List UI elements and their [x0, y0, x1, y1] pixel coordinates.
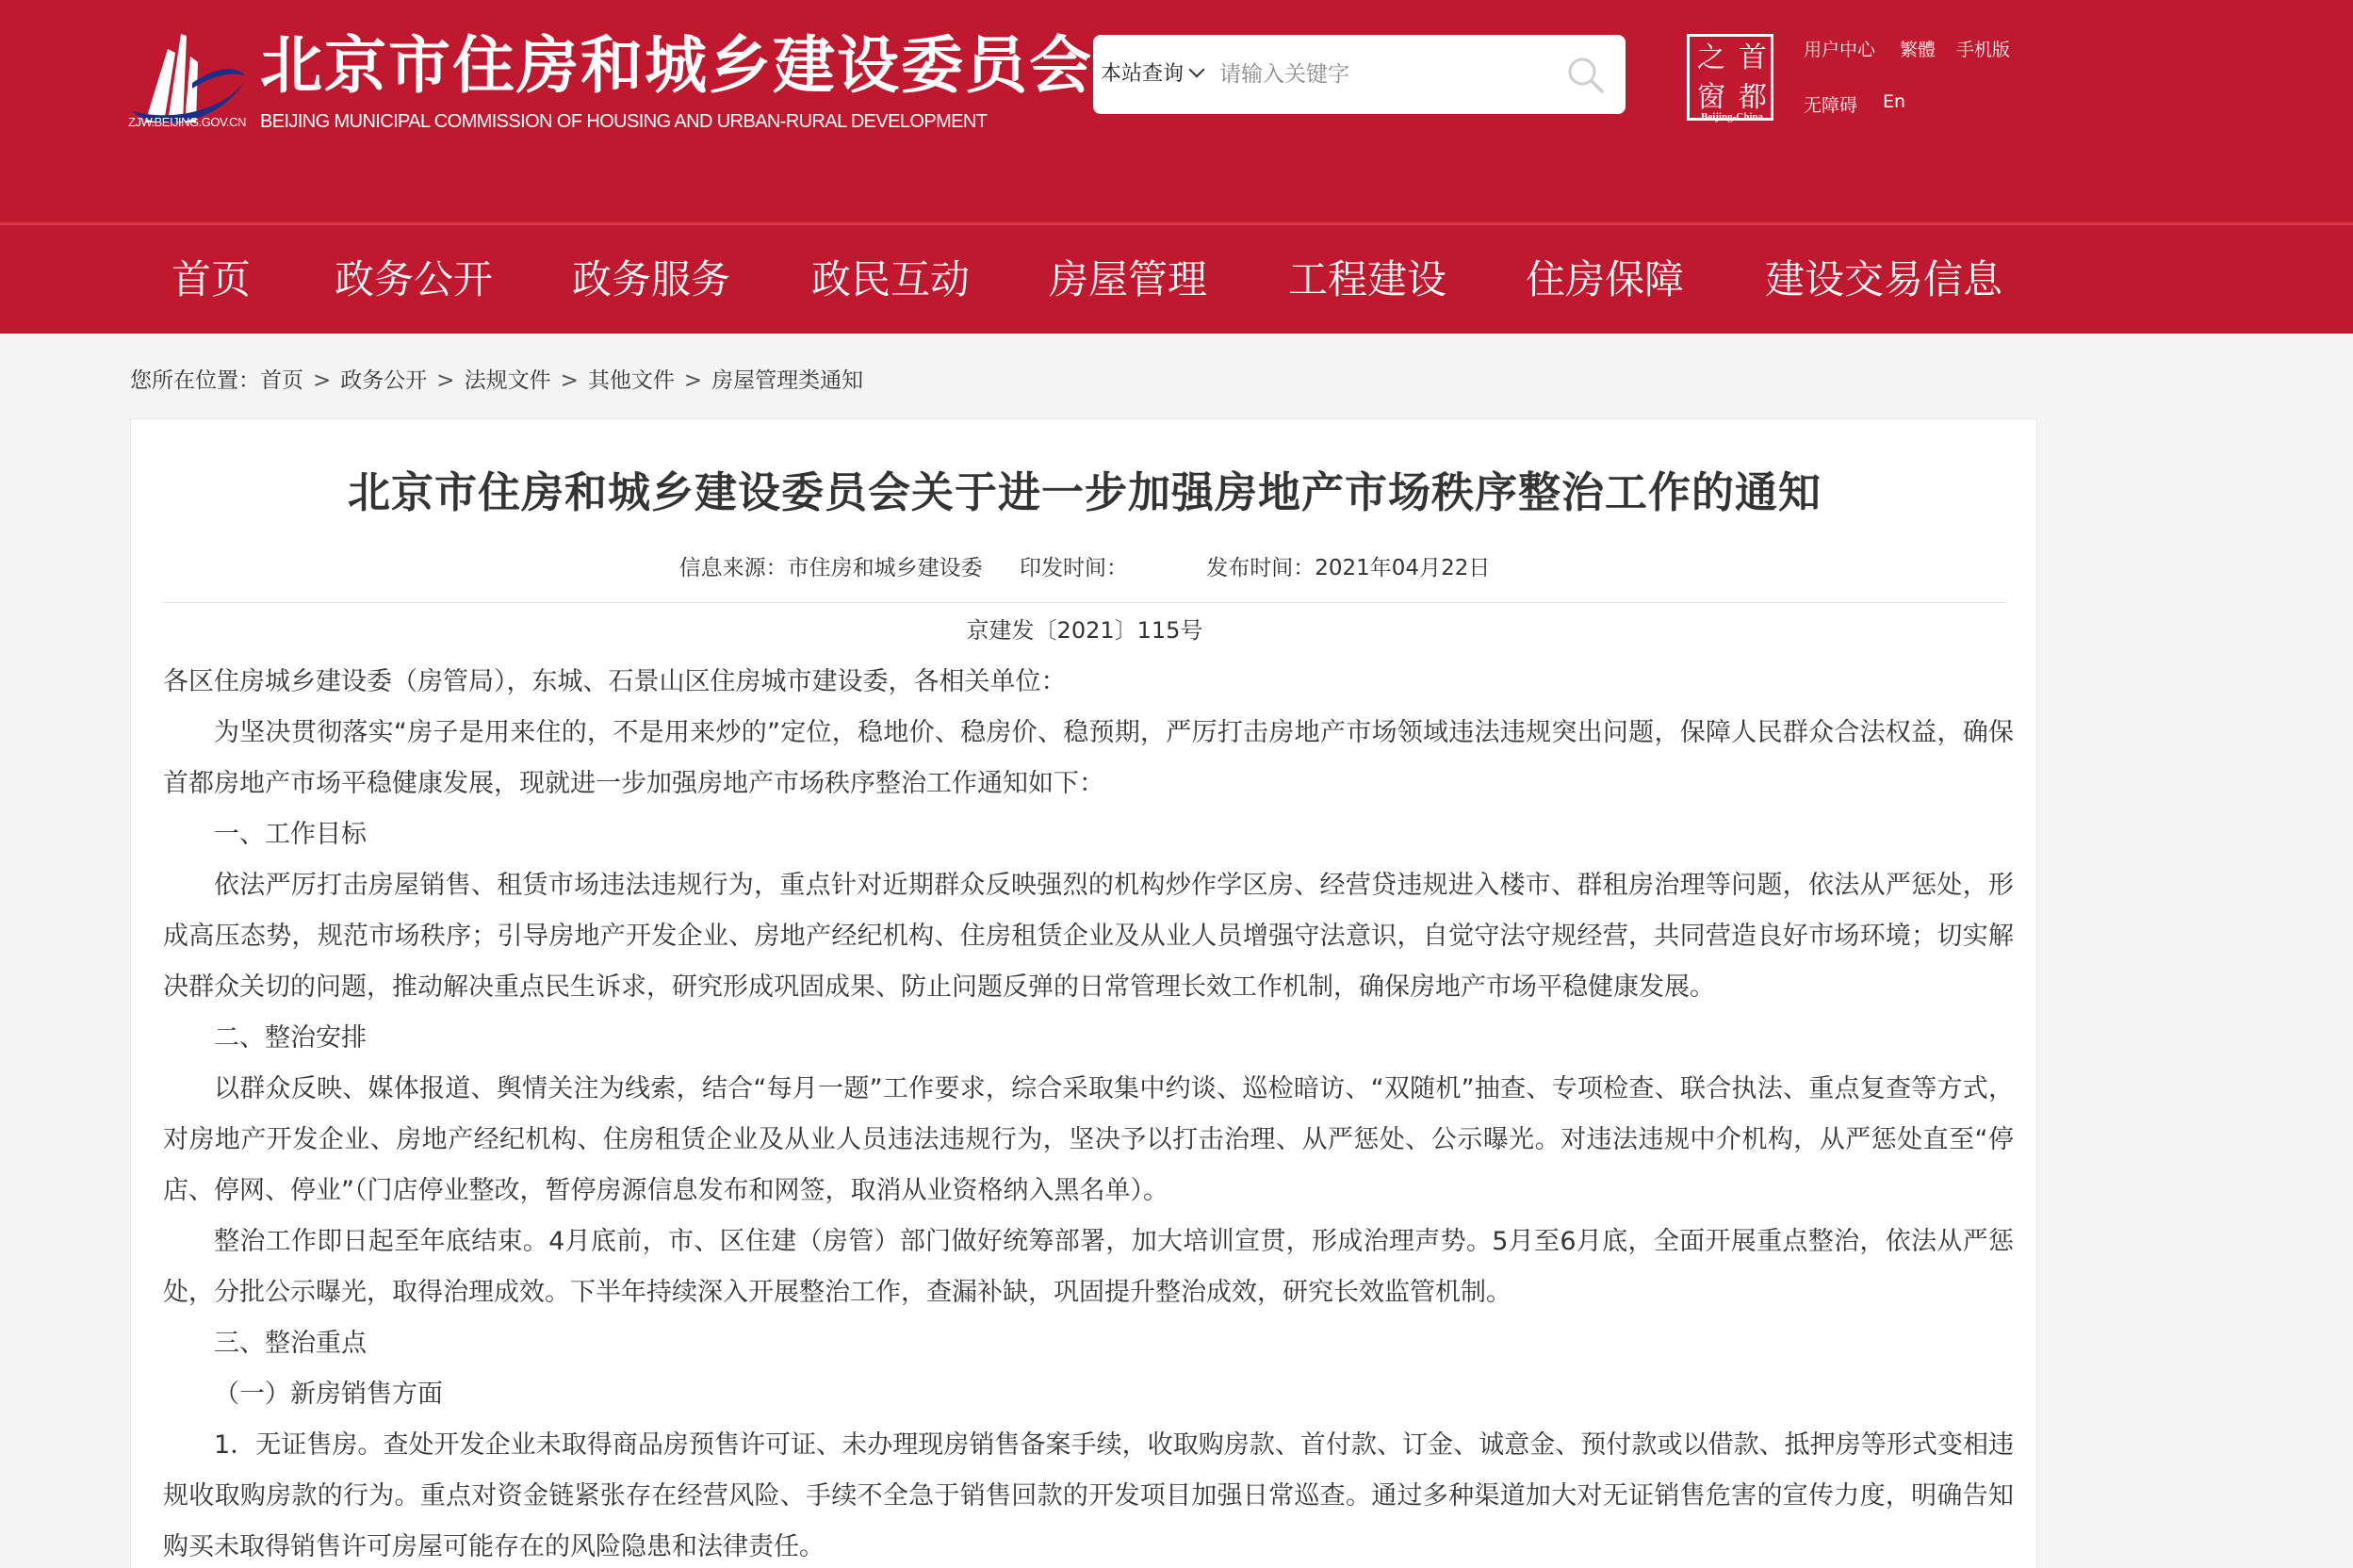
publish-time: 发布时间：2021年04月22日 [1206, 556, 1491, 580]
breadcrumb-item[interactable]: 房屋管理类通知 [711, 368, 864, 393]
search-scope-label: 本站查询 [1101, 62, 1185, 86]
breadcrumb [130, 364, 863, 398]
document-number: 京建发〔2021〕115号 [966, 617, 1203, 644]
site-title[interactable]: 北京市住房和城乡建设委员会 [260, 29, 1093, 102]
site-header [0, 0, 2353, 222]
meta-divider [163, 602, 2006, 603]
section-heading: 三、整治重点 [214, 1329, 367, 1358]
traditional-chinese-link[interactable]: 繁體 [1900, 40, 1936, 60]
search-button[interactable] [1562, 52, 1610, 99]
seal-char: 窗 [1697, 81, 1725, 114]
search-box [1093, 35, 1626, 114]
english-link[interactable]: En [1883, 91, 1906, 112]
breadcrumb-item[interactable]: 首页 [260, 368, 303, 393]
main-nav [0, 222, 2353, 334]
article-body [163, 657, 2014, 1568]
nav-item-housing-management[interactable]: 房屋管理 [1049, 256, 1208, 302]
breadcrumb-item[interactable]: 其他文件 [587, 368, 675, 393]
breadcrumb-prefix: 您所在位置： [130, 368, 260, 393]
logo-url-text: ZJW.BEIJING.GOV.CN [128, 115, 246, 129]
breadcrumb-separator: > [313, 368, 332, 393]
breadcrumb-separator: > [436, 368, 455, 393]
nav-item-government-services[interactable]: 政务服务 [572, 256, 731, 302]
seal-char: 之 [1697, 41, 1725, 74]
nav-item-trading-info[interactable]: 建设交易信息 [1765, 256, 2003, 302]
search-input[interactable] [1219, 54, 1549, 95]
search-icon [1562, 52, 1610, 99]
nav-item-government-affairs[interactable]: 政务公开 [335, 256, 494, 302]
article-title: 北京市住房和城乡建设委员会关于进一步加强房地产市场秩序整治工作的通知 [347, 467, 1822, 517]
paragraph: 1．无证售房。查处开发企业未取得商品房预售许可证、未办理现房销售备案手续，收取购房款、首付款、订金、诚意金、预付款或以借款、抵押房等形式变相违规收取购房款的行为。重点对资金链紧张存在经营风险、手续不全急于销售回款的开发项目加强日常巡查。通过多种渠道加大对无证销售危害的宣传力度，明确告知购买未取得销售许可房屋可能存在的风险隐患和法律责任。 [163, 1430, 2014, 1561]
search-scope-select[interactable] [1101, 35, 1202, 114]
nav-item-home[interactable]: 首页 [172, 256, 252, 302]
seal-char: 首 [1739, 41, 1767, 74]
chevron-down-icon [1189, 62, 1205, 78]
seal-char: 都 [1739, 81, 1767, 114]
nav-item-interaction[interactable]: 政民互动 [811, 256, 971, 302]
accessibility-link[interactable]: 无障碍 [1804, 95, 1858, 116]
paragraph: 整治工作即日起至年底结束。4月底前，市、区住建（房管）部门做好统筹部署，加大培训宣贯，形成治理声势。5月至6月底，全面开展重点整治，依法从严惩处，分批公示曝光，取得治理成效。下半年持续深入开展整治工作，查漏补缺，巩固提升整治成效，研究长效监管机制。 [163, 1227, 2014, 1307]
article-panel [130, 418, 2037, 1568]
article-meta [131, 551, 2038, 585]
breadcrumb-item[interactable]: 法规文件 [464, 368, 551, 393]
breadcrumb-item[interactable]: 政务公开 [340, 368, 428, 393]
paragraph: 为坚决贯彻落实“房子是用来住的，不是用来炒的”定位，稳地价、稳房价、稳预期，严厉打击房地产市场领域违法违规突出问题，保障人民群众合法权益，确保首都房地产市场平稳健康发展，现就进一步加强房地产市场秩序整治工作通知如下： [163, 718, 2014, 798]
mobile-version-link[interactable]: 手机版 [1956, 40, 2011, 60]
paragraph: 以群众反映、媒体报道、舆情关注为线索，结合“每月一题”工作要求，综合采取集中约谈、巡检暗访、“双随机”抽查、专项检查、联合执法、重点复查等方式，对房地产开发企业、房地产经纪机构、住房租赁企业及从业人员违法违规行为，坚决予以打击治理、从严惩处、公示曝光。对违法违规中介机构，从严惩处直至“停店、停网、停业”（门店停业整改，暂停房源信息发布和网签，取消从业资格纳入黑名单）。 [163, 1074, 2014, 1205]
paragraph: 依法严厉打击房屋销售、租赁市场违法违规行为，重点针对近期群众反映强烈的机构炒作学区房、经营贷违规进入楼市、群租房治理等问题，依法从严惩处，形成高压态势，规范市场秩序；引导房地产开发企业、房地产经纪机构、住房租赁企业及从业人员增强守法意识，自觉守法守规经营，共同营造良好市场环境；切实解决群众关切的问题，推动解决重点民生诉求，研究形成巩固成果、防止问题反弹的日常管理长效工作机制，确保房地产市场平稳健康发展。 [163, 871, 2014, 1002]
section-heading: 一、工作目标 [214, 820, 367, 849]
breadcrumb-separator: > [560, 368, 579, 393]
print-time: 印发时间： [1019, 556, 1128, 580]
capital-window-seal[interactable] [1687, 34, 1773, 121]
info-source: 信息来源：市住房和城乡建设委 [678, 556, 983, 580]
paragraph-salutation: 各区住房城乡建设委（房管局），东城、石景山区住房城市建设委，各相关单位： [163, 667, 1067, 696]
site-subtitle: BEIJING MUNICIPAL COMMISSION OF HOUSING AND URBAN-RURAL DEVELOPMENT [260, 111, 988, 132]
user-center-link[interactable]: 用户中心 [1804, 40, 1876, 60]
breadcrumb-separator: > [683, 368, 703, 393]
nav-item-housing-security[interactable]: 住房保障 [1526, 256, 1685, 302]
nav-item-construction[interactable]: 工程建设 [1288, 256, 1447, 302]
subsection-heading: （一）新房销售方面 [214, 1380, 443, 1409]
section-heading: 二、整治安排 [214, 1023, 367, 1053]
seal-caption: Beijing-China [1700, 111, 1763, 122]
